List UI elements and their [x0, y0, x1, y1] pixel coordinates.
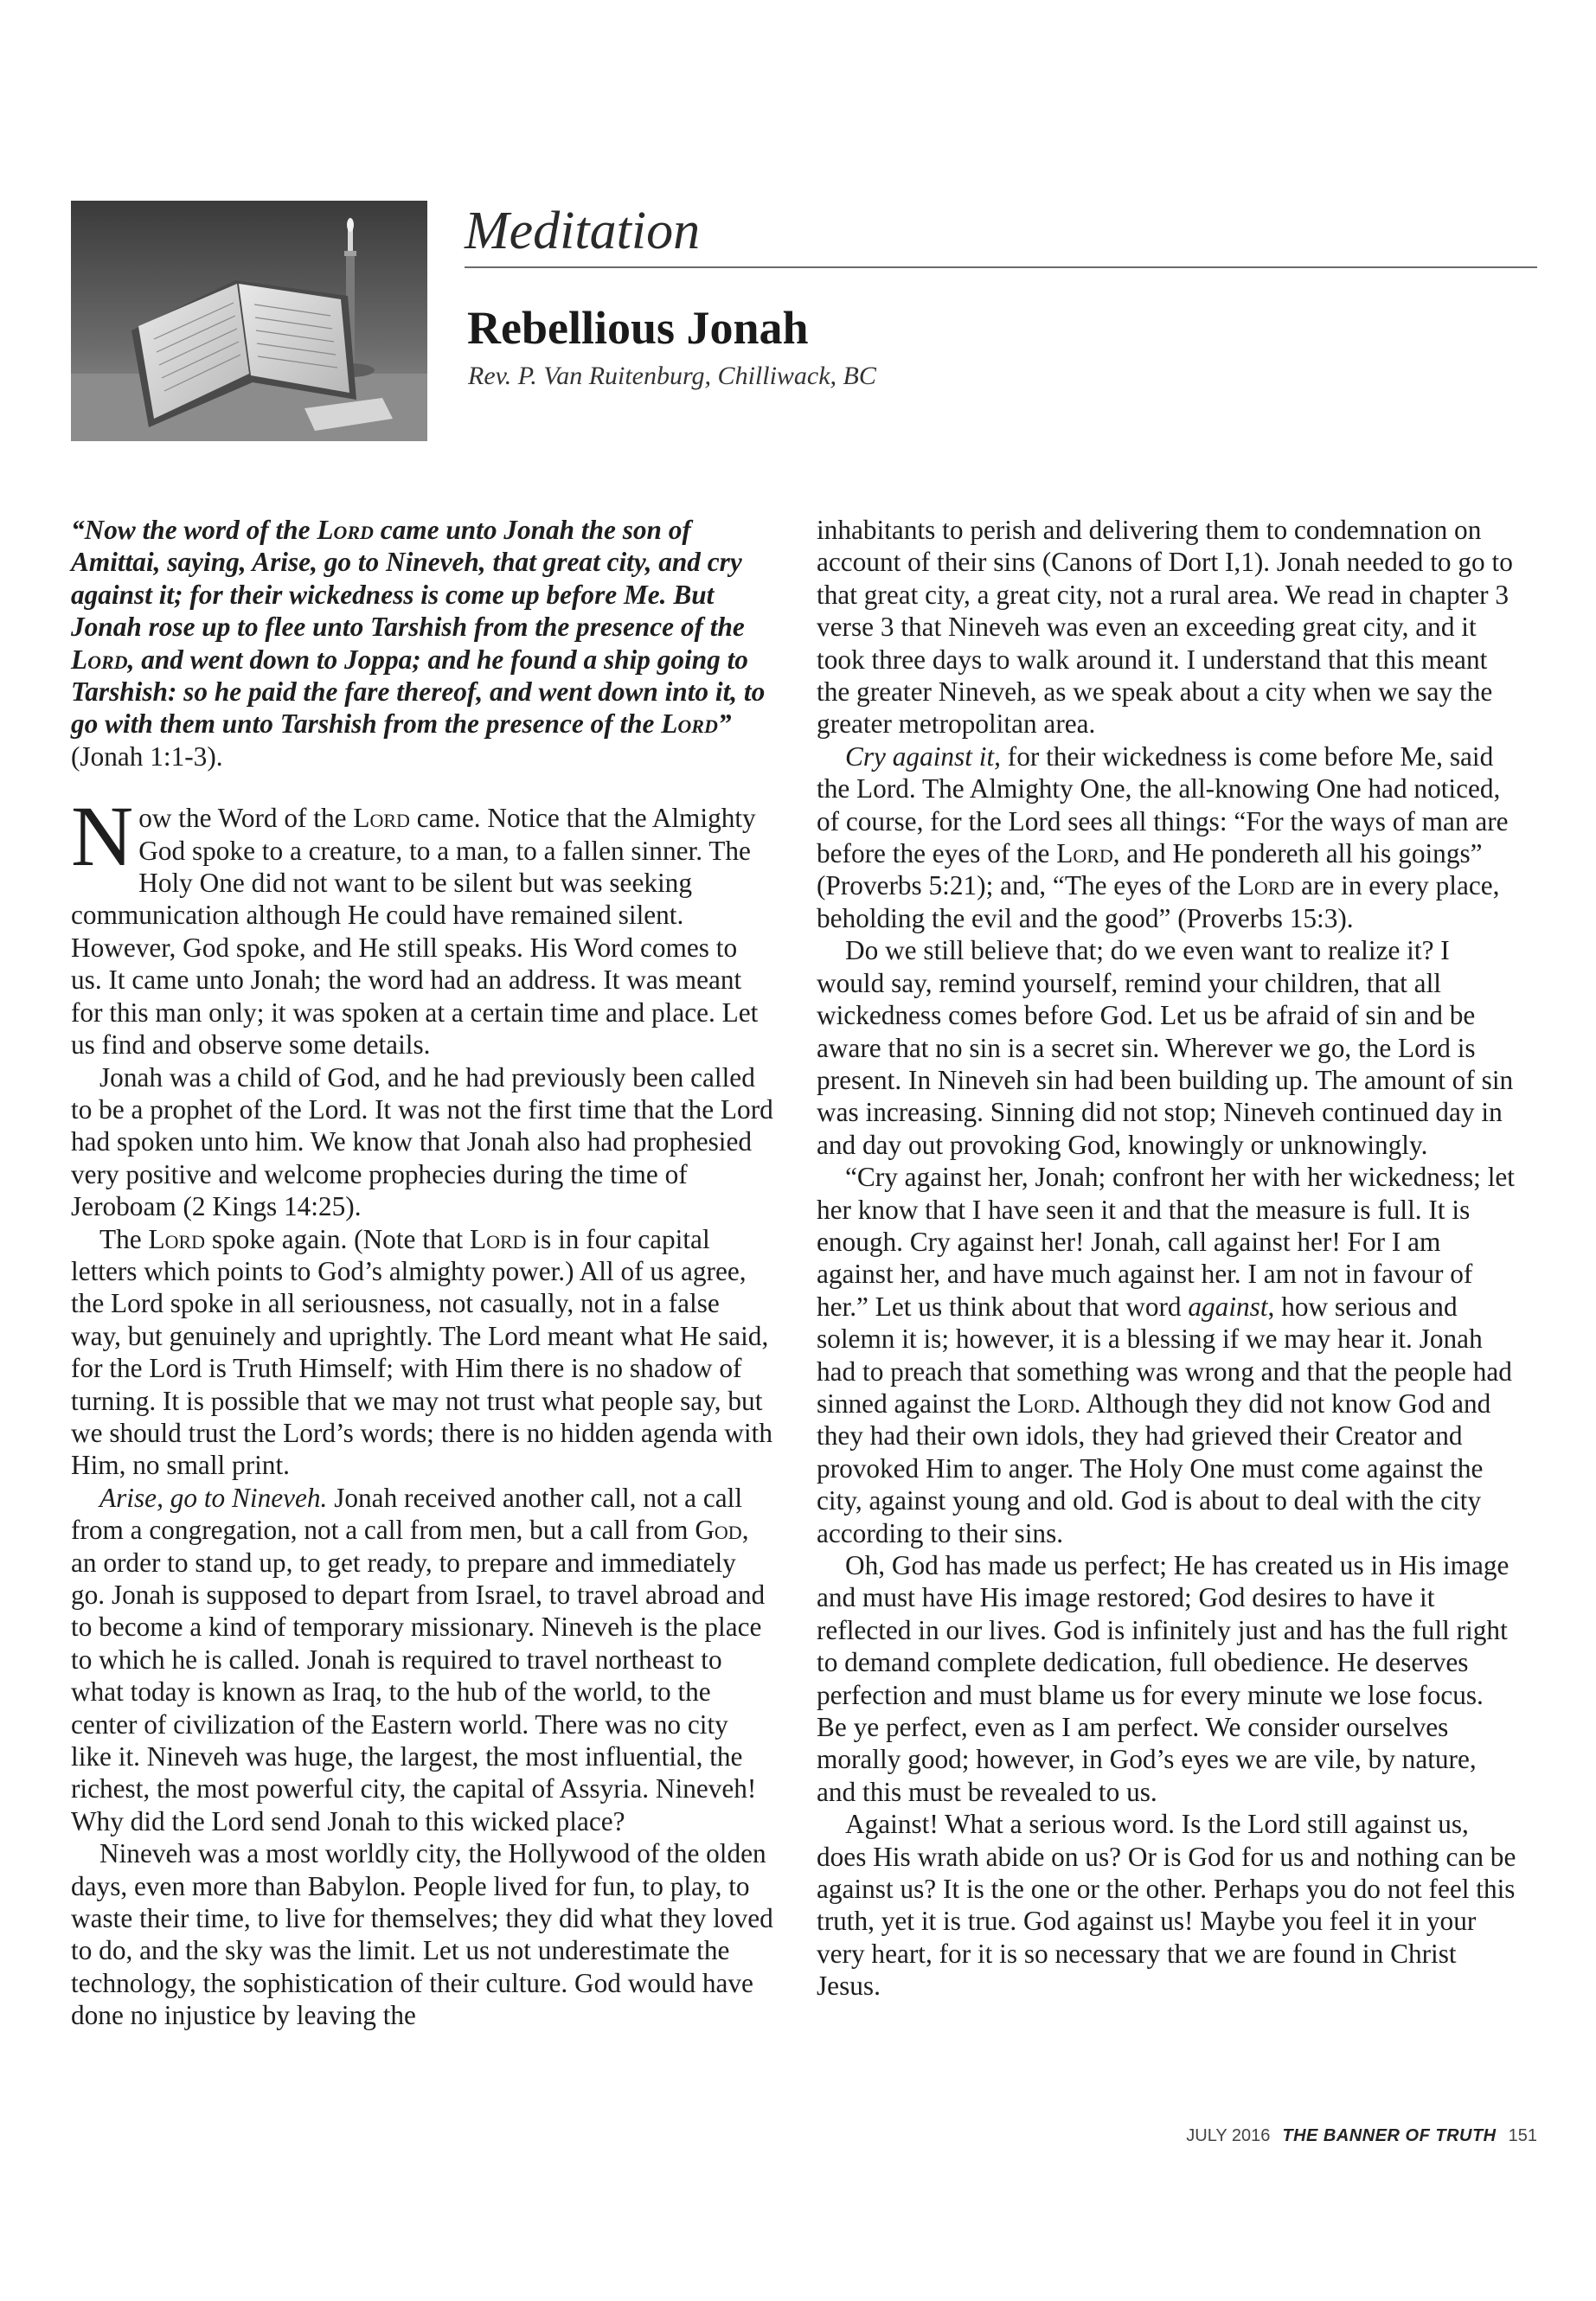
- paragraph: Now the Word of the Lord came. Notice that the Almighty God spoke to a creature, to a man, to a fallen sinner. The Holy One did not want to be silent but was seeking communication although He could have remained silent. However, God spoke, and He still speaks. His Word comes to us. It came unto Jonah; the word had an address. It was meant for this man only; it was spoken at a certain time and place. Let us find and observe some details.: [71, 788, 759, 1061]
- left-column: [71, 514, 773, 2032]
- section-divider: [465, 266, 1537, 268]
- scripture-reference: (Jonah 1:1-3).: [71, 740, 223, 772]
- publication-name: THE BANNER OF TRUTH: [1282, 2126, 1497, 2145]
- paragraph: Oh, God has made us perfect; He has created us in His image and must have His image restored; God desires to have it reflected in our lives. God is infinitely just and has the full right to demand complete dedication, full obedience. He deserves perfection and must blame us for every minute we lose focus. Be ye perfect, even as I am perfect. We consider ourselves morally good; however, in God’s eyes we are vile, by nature, and this must be revealed to us.: [817, 1550, 1509, 1807]
- page-footer: [1186, 2126, 1537, 2146]
- article-title: Rebellious Jonah: [467, 302, 809, 354]
- drop-cap: N: [71, 788, 134, 885]
- paragraph: Do we still believe that; do we even want to realize it? I would say, remind yourself, remind your children, that all wickedness comes before God. Let us be afraid of sin and be aware that no sin is a secret sin. Wherever we go, the Lord is present. In Nineveh sin had been building up. The amount of sin was increasing. Sinning did not stop; Nineveh continued day in and day out provoking God, knowingly or unknowingly.: [817, 935, 1514, 1160]
- paragraph: Arise, go to Nineveh. Jonah received another call, not a call from a congregation, not a call from men, but a call from God, an order to stand up, to get ready, to prepare and immediately go. Jonah is supposed to depart from Israel, to travel abroad and to become a kind of temporary missionary. Nineveh is the place to which he is called. Jonah is required to travel northeast to what today is known as Iraq, to the hub of the world, to the center of civilization of the Eastern world. There was no city like it. Nineveh was huge, the largest, the most influential, the richest, the most powerful city, the capital of Assyria. Nineveh! Why did the Lord send Jonah to this wicked place?: [71, 1482, 766, 1836]
- paragraph: Nineveh was a most worldly city, the Hollywood of the olden days, even more than Babylon. People lived for fun, to play, to waste their time, to live for themselves; they did what they loved to do, and the sky was the limit. Let us not underestimate the technology, the sophistication of their culture. God would have done no injustice by leaving the: [71, 1838, 773, 2031]
- scripture-epigraph: “Now the word of the Lord came unto Jonah the son of Amittai, saying, Arise, go to Nineveh, that great city, and cry against it; for their wickedness is come up before Me. But Jonah rose up to flee unto Tarshish from the presence of the Lord, and went down to Joppa; and he found a ship going to Tarshish: so he paid the fare thereof, and went down into it, to go with them unto Tarshish from the presence of the Lord” (Jonah 1:1-3).: [71, 515, 766, 772]
- page-number: 151: [1508, 2126, 1537, 2145]
- section-title: Meditation: [465, 202, 701, 260]
- paragraph: The Lord spoke again. (Note that Lord is in four capital letters which points to God’s almighty power.) All of us agree, the Lord spoke in all seriousness, not casually, not in a false way, but genuinely and uprightly. The Lord meant what He said, for the Lord is Truth Himself; with Him there is no shadow of turning. It is possible that we may not trust what people say, but we should trust the Lord’s words; there is no hidden agenda with Him, no small print.: [71, 1223, 772, 1481]
- right-column: [817, 514, 1519, 2003]
- paragraph: “Cry against her, Jonah; confront her with her wickedness; let her know that I have seen it and that the measure is full. It is enough. Cry against her! Jonah, call against her! For I am against her, and have much against her. I am not in favour of her.” Let us think about that word against, how serious and solemn it is; however, it is a blessing if we may hear it. Jonah had to preach that something was wrong and that the people had sinned against the Lord. Although they did not know God and they had their own idols, they had grieved their Creator and provoked Him to anger. The Holy One must come against the city, against young and old. God is about to deal with the city according to their sins.: [817, 1162, 1515, 1548]
- paragraph: inhabitants to perish and delivering them to condemnation on account of their sins (Canons of Dort I,1). Jonah needed to go to that great city, a great city, not a rural area. We read in chapter 3 verse 3 that Nineveh was even an exceeding great city, and it took three days to walk around it. I understand that this meant the greater Nineveh, as we speak about a city when we say the greater metropolitan area.: [817, 515, 1513, 740]
- paragraph: Against! What a serious word. Is the Lord still against us, does His wrath abide on us? Or is God for us and nothing can be against us? It is the one or the other. Perhaps you do not feel this truth, yet it is true. God against us! Maybe you feel it in your very heart, for it is so necessary that we are found in Christ Jesus.: [817, 1809, 1516, 2002]
- paragraph: Cry against it, for their wickedness is come before Me, said the Lord. The Almighty One, the all-knowing One had noticed, of course, for the Lord sees all things: “For the ways of man are before the eyes of the Lord, and He pondereth all his goings” (Proverbs 5:21); and, “The eyes of the Lord are in every place, beholding the evil and the good” (Proverbs 15:3).: [817, 740, 1509, 933]
- paragraph: Jonah was a child of God, and he had previously been called to be a prophet of the Lord. It was not the first time that the Lord had spoken unto him. We know that Jonah also had prophesied very positive and welcome prophecies during the time of Jeroboam (2 Kings 14:25).: [71, 1061, 773, 1222]
- author-byline: Rev. P. Van Ruitenburg, Chilliwack, BC: [468, 362, 876, 390]
- issue-date: JULY 2016: [1186, 2126, 1271, 2145]
- open-bible-illustration: [71, 201, 427, 441]
